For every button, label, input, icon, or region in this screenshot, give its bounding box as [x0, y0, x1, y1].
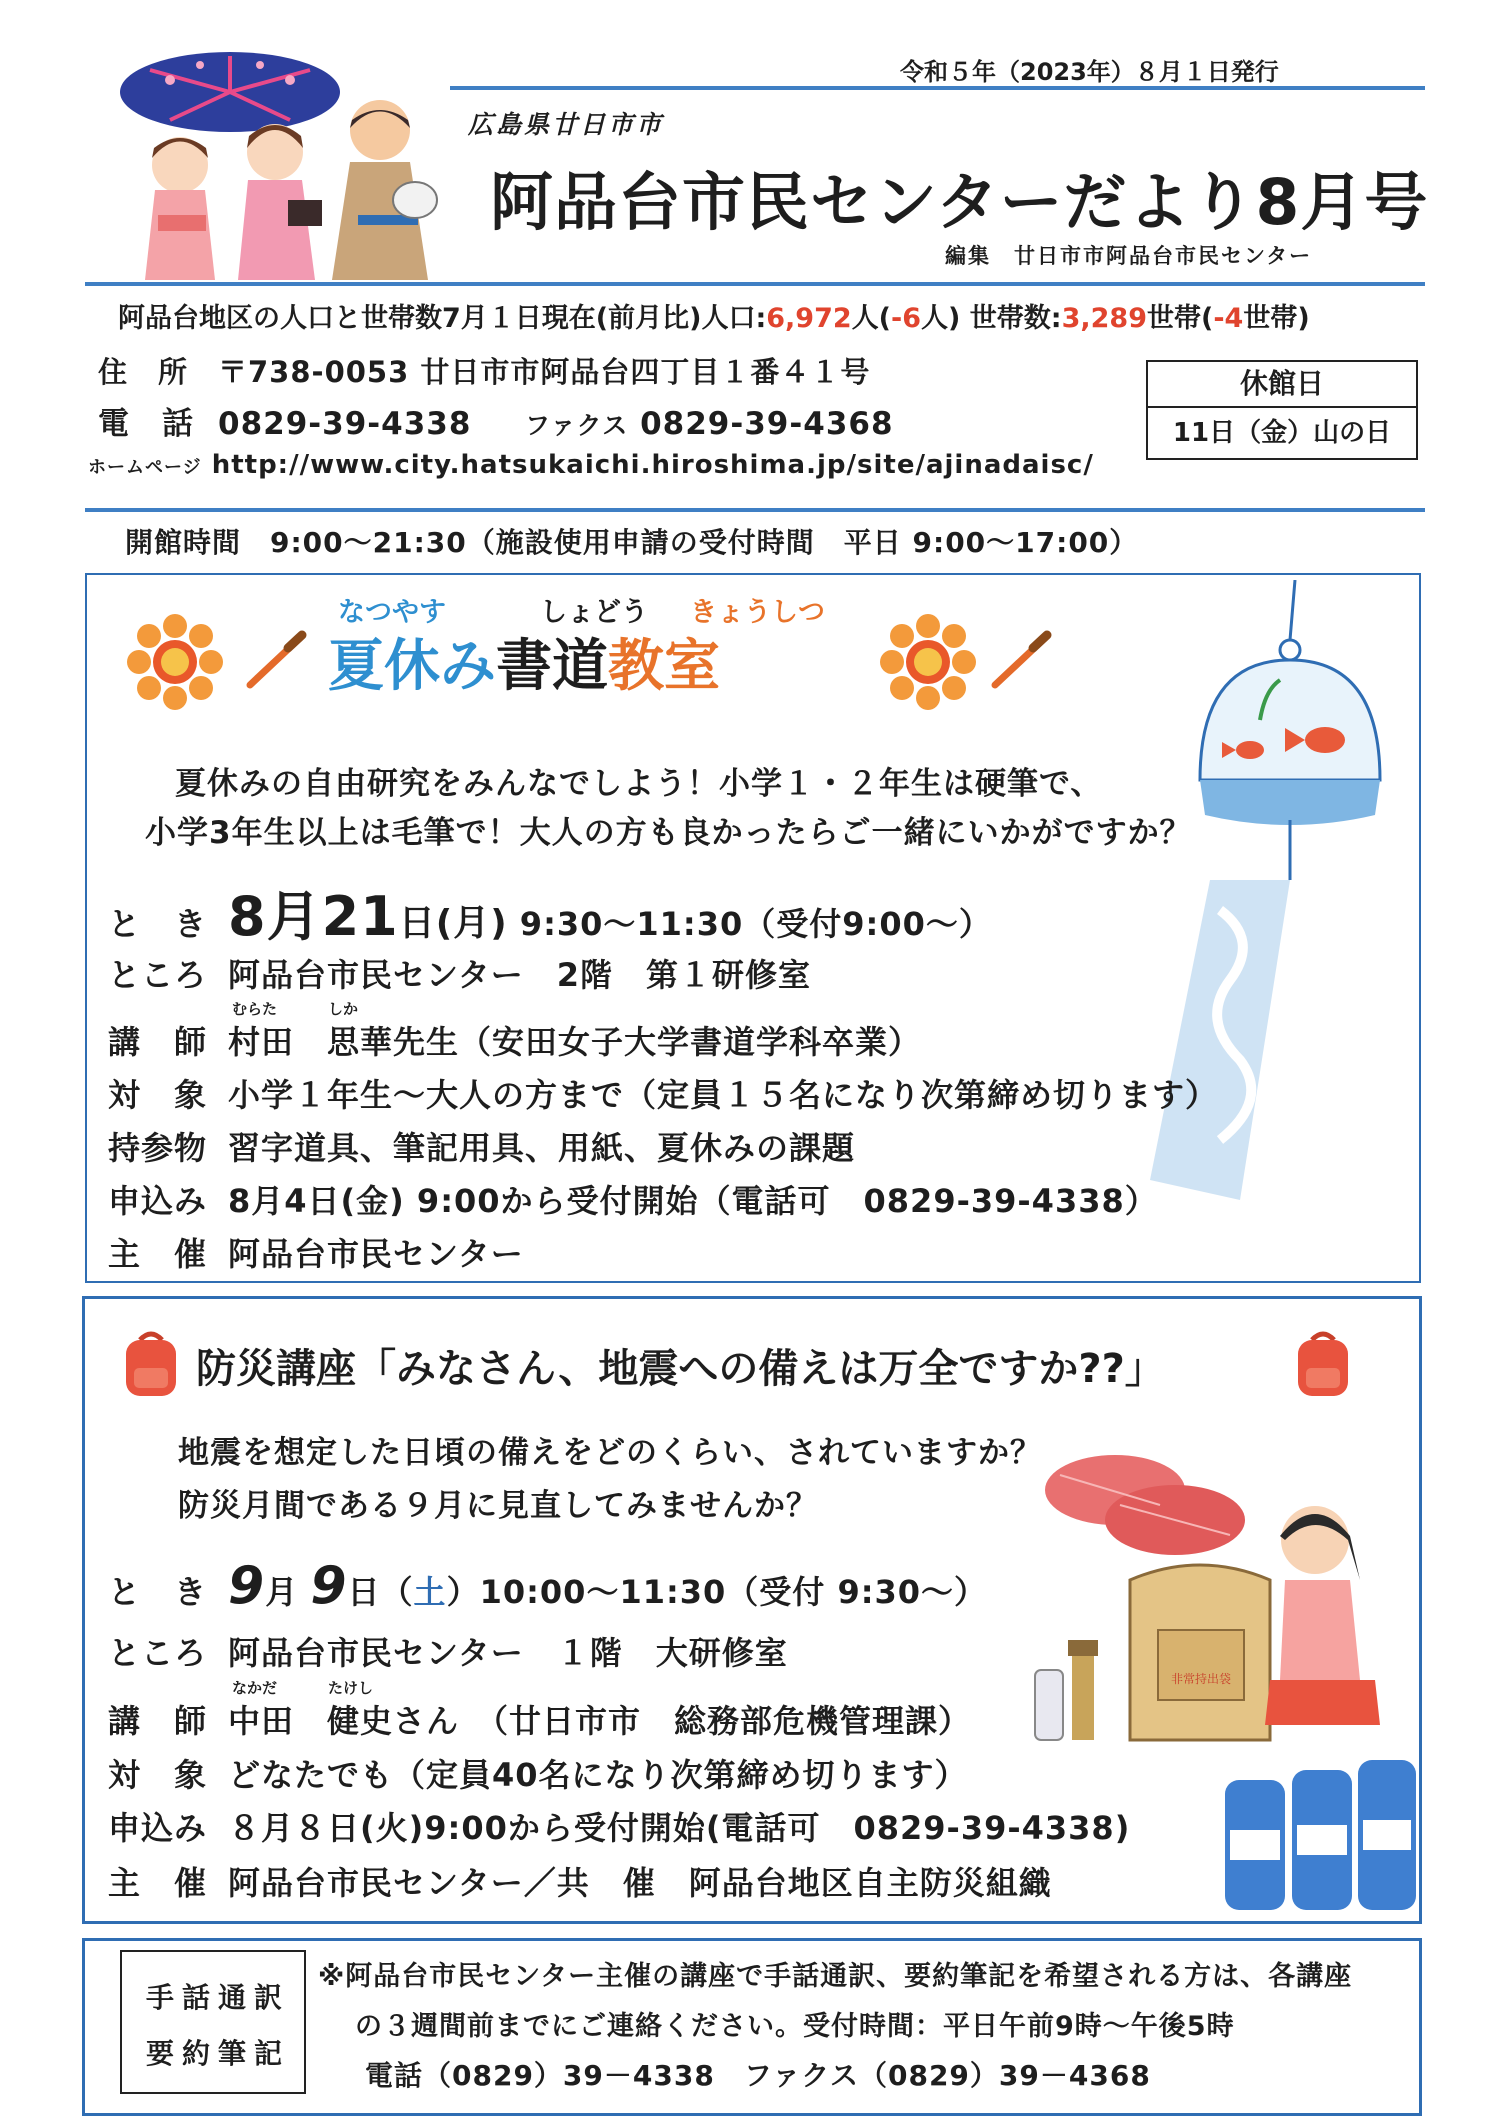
address-label: 住 所 [98, 355, 189, 389]
disaster-teacher [108, 1696, 971, 1742]
target-label: 対 象 [108, 1076, 208, 1114]
fireworks-icon [120, 52, 340, 132]
host-label: 主 催 [108, 1235, 208, 1273]
address-value: 〒738-0053 廿日市市阿品台四丁目１番４１号 [218, 355, 871, 389]
households-diff: -4 [1213, 303, 1244, 334]
calligraphy-desc-2: 小学3年生以上は毛筆で！大人の方も良かったらご一緒にいかがですか？ [145, 815, 1192, 851]
phone-label: 電 話 [98, 406, 194, 442]
population-line [118, 296, 1310, 335]
page-title: 阿品台市民センターだより8月号 [490, 166, 1429, 239]
girl-figure-2 [238, 124, 322, 280]
households-close: 世帯) [1243, 303, 1310, 334]
fax-value: 0829-39-4368 [640, 406, 894, 442]
title-part-c: 教室 [608, 634, 720, 699]
disaster-when-label: と き [108, 1573, 208, 1611]
disaster-where-value: 阿品台市民センター １階 大研修室 [228, 1634, 788, 1672]
sign-language-label-box [120, 1950, 306, 2094]
teacher-label: 講 師 [108, 1023, 208, 1061]
disaster-apply-label: 申込み [108, 1809, 208, 1847]
title-ruby-3: きょうしつ [690, 597, 825, 628]
population-people-unit: 人( [851, 303, 892, 334]
sign-language-label: 手話通訳 [146, 1981, 291, 2014]
calligraphy-host [108, 1229, 524, 1275]
bring-value: 習字道具、筆記用具、用紙、夏休みの課題 [228, 1129, 856, 1167]
disaster-where-label: ところ [108, 1634, 208, 1672]
city-label: 広島県廿日市市 [468, 110, 665, 139]
calligraphy-desc-1: 夏休みの自由研究をみんなでしよう！小学１・２年生は硬筆で、 [175, 766, 1103, 802]
disaster-teacher-label: 講 師 [108, 1702, 208, 1740]
households-label: 世帯数: [969, 303, 1062, 334]
households-unit: 世帯( [1146, 303, 1214, 334]
calligraphy-title [328, 622, 720, 702]
where-value: 阿品台市民センター 2階 第１研修室 [228, 956, 811, 994]
disaster-target-value: どなたでも（定員40名になり次第締め切ります） [228, 1756, 968, 1794]
target-value: 小学１年生～大人の方まで（定員１５名になり次第締め切ります） [228, 1076, 1219, 1114]
sunflower-icon [125, 612, 225, 712]
disaster-apply [108, 1803, 1130, 1849]
phone-row [98, 398, 894, 443]
disaster-target-label: 対 象 [108, 1756, 208, 1794]
calligraphy-teacher [108, 1017, 921, 1063]
water-bottles-icon [1225, 1760, 1416, 1910]
address-row [98, 350, 870, 391]
disaster-host [108, 1858, 1052, 1904]
closed-day-title: 休館日 [1148, 362, 1416, 408]
info-rule [85, 508, 1425, 512]
calligraphy-when [108, 874, 992, 951]
disaster-title: 防災講座「みなさん、地震への備えは万全ですか??」 [196, 1346, 1165, 1392]
when-day: 日(月) [398, 903, 508, 944]
disaster-apply-value: ８月８日(火)9:00から受付開始(電話可 0829-39-4338) [228, 1809, 1131, 1847]
teacher-ruby-2: しか [328, 1000, 359, 1018]
disaster-month: 9 [228, 1556, 266, 1616]
disaster-host-label: 主 催 [108, 1864, 208, 1902]
brush-icon-right [985, 630, 1055, 690]
title-part-a: 夏休み [328, 634, 496, 699]
girl-figure [1265, 1506, 1380, 1725]
disaster-where [108, 1628, 788, 1674]
households-value: 3,289 [1061, 303, 1147, 334]
fax-label: ファクス [525, 411, 629, 440]
footer-note-1: ※阿品台市民センター主催の講座で手話通訳、要約筆記を希望される方は、各講座 [318, 1961, 1353, 1992]
disaster-when [108, 1556, 987, 1616]
phone-value: 0829-39-4338 [218, 406, 472, 442]
disaster-day: 9 [310, 1556, 348, 1616]
festival-illustration [110, 40, 470, 280]
title-ruby-2: しょどう [540, 597, 648, 628]
calligraphy-bring [108, 1123, 855, 1169]
disaster-time: 10:00～11:30（受付 9:30～） [479, 1573, 988, 1611]
calligraphy-target [108, 1070, 1218, 1116]
disaster-teacher-ruby-2: たけし [328, 1679, 374, 1697]
calligraphy-where [108, 950, 811, 996]
teacher-ruby-1: むらた [232, 1000, 278, 1018]
header-bottom-rule [85, 282, 1425, 286]
teacher-value: 村田 思華先生（安田女子大学書道学科卒業） [228, 1023, 922, 1061]
backpack-icon [120, 1328, 182, 1398]
disaster-host-value: 阿品台市民センター／共 催 阿品台地区自主防災組織 [228, 1864, 1052, 1902]
summary-writing-label: 要約筆記 [146, 2037, 291, 2070]
population-people: 6,972 [766, 303, 852, 334]
calligraphy-apply [108, 1176, 1158, 1222]
population-people-diff: -6 [891, 303, 922, 334]
sunflower-icon-right [878, 612, 978, 712]
when-date: 8月21 [228, 885, 399, 948]
disaster-desc-1: 地震を想定した日頃の備えをどのくらい、されていますか？ [178, 1435, 1042, 1471]
host-value: 阿品台市民センター [228, 1235, 524, 1273]
homepage-link[interactable]: http://www.city.hatsukaichi.hiroshima.jp/site/ajinadaisc/ [211, 450, 1094, 480]
footer-contact: 電話（0829）39－4338 ファクス（0829）39－4368 [365, 2059, 1151, 2092]
closed-day-value: 11日（金）山の日 [1172, 418, 1392, 448]
small-bottle-icon [1035, 1670, 1063, 1740]
emergency-kit-illustration [1030, 1440, 1420, 1910]
flashlight-icon [1068, 1640, 1098, 1740]
disaster-teacher-ruby-1: なかだ [232, 1679, 278, 1697]
disaster-month-unit: 月 [265, 1573, 299, 1611]
disaster-weekday: 土 [413, 1573, 447, 1611]
opening-hours: 開館時間 9:00～21:30（施設使用申請の受付時間 平日 9:00～17:00） [125, 526, 1139, 559]
population-prefix: 阿品台地区の人口と世帯数7月１日現在(前月比)人口: [118, 303, 767, 334]
closed-day-box [1146, 360, 1418, 460]
emergency-bag-label: 非常持出袋 [1170, 1672, 1232, 1686]
disaster-teacher-value: 中田 健史さん （廿日市市 総務部危機管理課） [228, 1702, 972, 1740]
girl-figure-1 [145, 137, 215, 280]
disaster-target [108, 1750, 968, 1796]
bring-label: 持参物 [108, 1129, 208, 1167]
editor-label: 編集 廿日市市阿品台市民センター [945, 244, 1313, 268]
when-label: と き [108, 905, 208, 943]
homepage-label: ホームページ [88, 457, 202, 478]
apply-value: 8月4日(金) 9:00から受付開始（電話可 0829-39-4338） [228, 1182, 1158, 1220]
header-top-rule [450, 86, 1425, 90]
apply-label: 申込み [108, 1182, 208, 1220]
where-label: ところ [108, 956, 208, 994]
disaster-day-unit: 日（ [347, 1573, 414, 1611]
population-people-close: 人) [921, 303, 961, 334]
title-ruby-1: なつやす [338, 597, 446, 628]
slippers-icon [1045, 1455, 1245, 1555]
issue-date: 令和５年（2023年）８月１日発行 [900, 58, 1279, 86]
brush-icon [240, 630, 310, 690]
disaster-desc-2: 防災月間である９月に見直してみませんか？ [178, 1488, 818, 1524]
disaster-close: ） [446, 1573, 480, 1611]
man-figure [332, 100, 437, 280]
when-time: 9:30～11:30（受付9:00～） [519, 905, 992, 943]
backpack-icon-right [1292, 1328, 1354, 1398]
footer-note-2: の３週間前までにご連絡ください。受付時間：平日午前9時～午後5時 [355, 2011, 1235, 2042]
homepage-row [88, 450, 1094, 480]
emergency-bag-icon [1130, 1565, 1270, 1740]
title-part-b: 書道 [496, 634, 608, 699]
